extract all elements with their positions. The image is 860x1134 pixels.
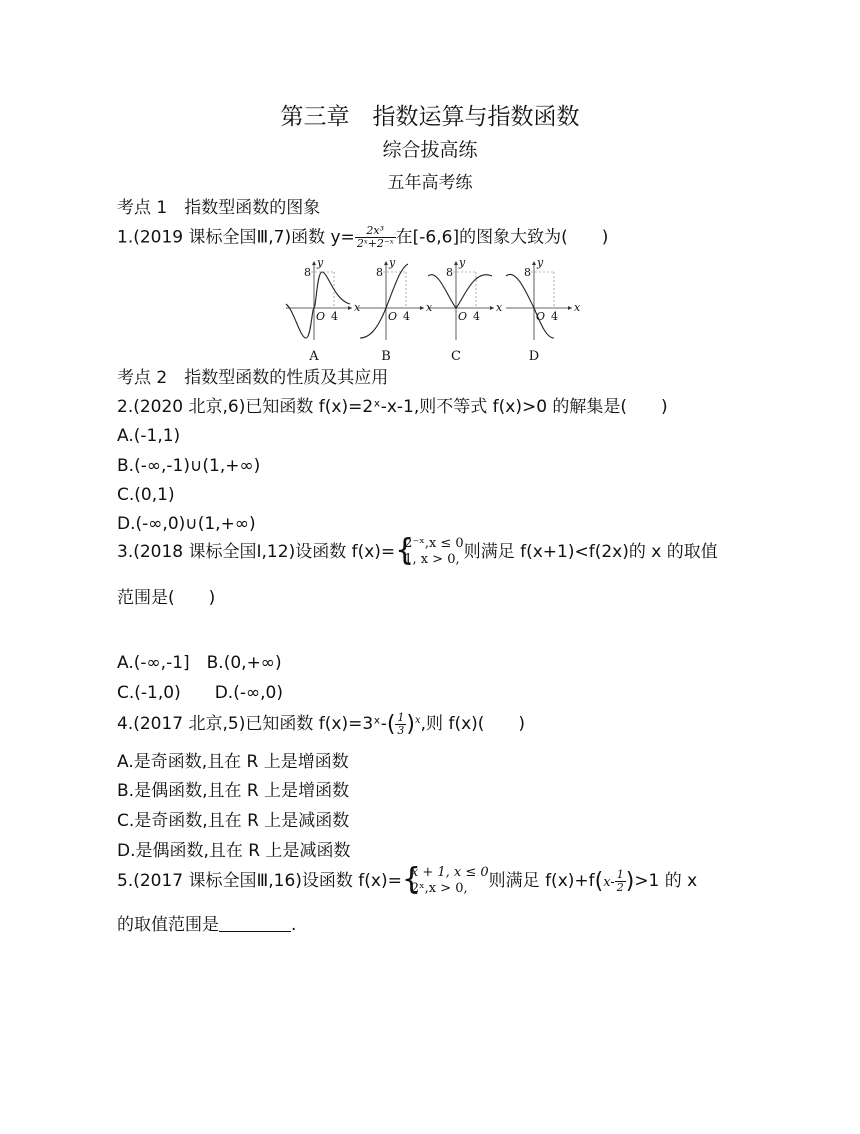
- q5-case-1: x + 1, x ≤ 0: [410, 865, 489, 880]
- graph-a-y-tick: 8: [304, 266, 311, 279]
- graph-d-y-arrow-icon: [532, 261, 536, 265]
- q4-frac-num: 1: [397, 710, 405, 724]
- graph-d-x-label: x: [574, 301, 581, 314]
- graph-a-x-tick: 4: [331, 310, 338, 323]
- q3-stem-line-2: 范围是( ): [117, 588, 216, 608]
- question-1-stem: [117, 225, 608, 250]
- topic-2-heading: 考点 2 指数型函数的性质及其应用: [117, 368, 389, 388]
- graph-c-y-arrow-icon: [454, 261, 458, 265]
- graph-d-x-tick: 4: [551, 310, 558, 323]
- q3-case-2: 1, x > 0,: [404, 552, 460, 567]
- q5-right-paren: ): [625, 869, 635, 894]
- graph-a-curve: [286, 272, 350, 338]
- q5-stem-line-2: [117, 914, 296, 936]
- q5-frac-num: 1: [616, 867, 624, 881]
- section-subtitle: 综合拔高练: [382, 139, 478, 161]
- q5-brace: {: [401, 862, 421, 897]
- q4-suffix: ,则 f(x)( ): [420, 714, 526, 734]
- question-4-stem: [117, 710, 525, 737]
- question-5-stem: [117, 862, 698, 897]
- q2-option-c: C.(0,1): [117, 485, 175, 505]
- graph-c-origin-label: O: [458, 310, 468, 323]
- chapter-title: 第三章 指数运算与指数函数: [280, 104, 580, 130]
- graph-a-y-arrow-icon: [312, 261, 316, 265]
- graph-c-x-label: x: [496, 301, 503, 314]
- q5-prefix: 5.(2017 课标全国Ⅲ,16)设函数 f(x)=: [117, 871, 402, 891]
- graph-b-x-tick: 4: [403, 310, 410, 323]
- graph-d-y-tick: 8: [524, 266, 531, 279]
- graph-d-origin-label: O: [536, 310, 546, 323]
- q2-option-d: D.(-∞,0)∪(1,+∞): [117, 514, 256, 534]
- graph-b-y-tick: 8: [376, 266, 383, 279]
- graph-b-curve: [360, 264, 408, 338]
- graph-a-x-arrow-icon: [348, 306, 352, 310]
- q1-fraction: [355, 225, 396, 250]
- graph-c-curve: [428, 275, 492, 308]
- graph-d-y-label: y: [537, 258, 544, 269]
- q3-options-row-1: A.(-∞,-1] B.(0,+∞): [117, 653, 282, 673]
- q3-prefix: 3.(2018 课标全国Ⅰ,12)设函数 f(x)=: [117, 542, 396, 562]
- q5-fraction: [615, 869, 626, 894]
- q4-left-paren: (: [386, 712, 396, 737]
- q5-case-2: 2ˣ,x > 0,: [410, 881, 468, 896]
- q4-option-d: D.是偶函数,且在 R 上是减函数: [117, 841, 351, 861]
- q3-piecewise: [395, 533, 464, 568]
- q4-frac-den: 3: [397, 723, 405, 737]
- q5-piecewise: [401, 862, 489, 897]
- section-heading: 五年高考练: [387, 173, 473, 193]
- graph-c-y-tick: 8: [446, 266, 453, 279]
- q1-suffix: 在[-6,6]的图象大致为( ): [395, 227, 609, 248]
- graph-c-x-tick: 4: [473, 310, 480, 323]
- graph-c-x-arrow-icon: [490, 306, 494, 310]
- q4-exponent: x: [415, 715, 421, 726]
- graph-a-origin-label: O: [316, 310, 326, 323]
- q5-frac-den: 2: [616, 880, 624, 894]
- graph-option-a-label: A: [309, 349, 319, 364]
- q4-option-c: C.是奇函数,且在 R 上是减函数: [117, 811, 350, 831]
- q1-frac-num: 2x³: [355, 225, 396, 238]
- graph-b-y-label: y: [389, 258, 396, 269]
- question-3-stem: [117, 533, 718, 568]
- graph-b-origin-label: O: [388, 310, 398, 323]
- graph-a-x-label: x: [354, 301, 361, 314]
- q1-graph-options: [284, 258, 584, 364]
- graph-d-curve: [506, 274, 554, 338]
- q1-prefix: 1.(2019 课标全国Ⅲ,7)函数 y=: [117, 227, 355, 248]
- graph-d-x-arrow-icon: [568, 306, 572, 310]
- graph-b-x-arrow-icon: [420, 306, 424, 310]
- q4-option-a: A.是奇函数,且在 R 上是增函数: [117, 752, 349, 772]
- graph-c-y-label: y: [459, 258, 466, 269]
- q4-option-b: B.是偶函数,且在 R 上是增函数: [117, 781, 350, 801]
- q3-brace: {: [395, 533, 415, 568]
- graph-option-c-label: C: [451, 349, 461, 364]
- q5-middle: 则满足 f(x)+f: [488, 871, 595, 891]
- q2-option-a: A.(-1,1): [117, 426, 181, 446]
- question-2-stem: 2.(2020 北京,6)已知函数 f(x)=2ˣ-x-1,则不等式 f(x)>0 的解集是( ): [117, 397, 668, 417]
- graph-option-b-label: B: [381, 349, 391, 364]
- q3-options-row-2: C.(-1,0) D.(-∞,0): [117, 683, 283, 703]
- q5-left-paren: (: [594, 869, 604, 894]
- q5-end: .: [291, 915, 297, 935]
- q3-case-1: 2⁻ˣ,x ≤ 0: [404, 536, 464, 551]
- q1-frac-den: 2ˣ+2⁻ˣ: [356, 237, 394, 250]
- graph-b-x-label: x: [426, 301, 433, 314]
- topic-1-heading: 考点 1 指数型函数的图象: [117, 198, 321, 218]
- graph-a-y-label: y: [317, 258, 324, 269]
- q3-suffix: 则满足 f(x+1)<f(2x)的 x 的取值: [463, 542, 718, 562]
- q5-line2-text: 的取值范围是: [117, 915, 219, 935]
- q4-prefix: 4.(2017 北京,5)已知函数 f(x)=3ˣ-: [117, 714, 387, 734]
- q5-arg-var: x-: [603, 875, 615, 890]
- q4-fraction: [395, 712, 406, 737]
- q5-after: >1 的 x: [634, 871, 698, 891]
- q2-option-b: B.(-∞,-1)∪(1,+∞): [117, 456, 261, 476]
- graph-b-y-arrow-icon: [384, 261, 388, 265]
- q4-right-paren: ): [406, 712, 416, 737]
- answer-blank[interactable]: [219, 917, 291, 932]
- graph-option-d-label: D: [528, 349, 540, 364]
